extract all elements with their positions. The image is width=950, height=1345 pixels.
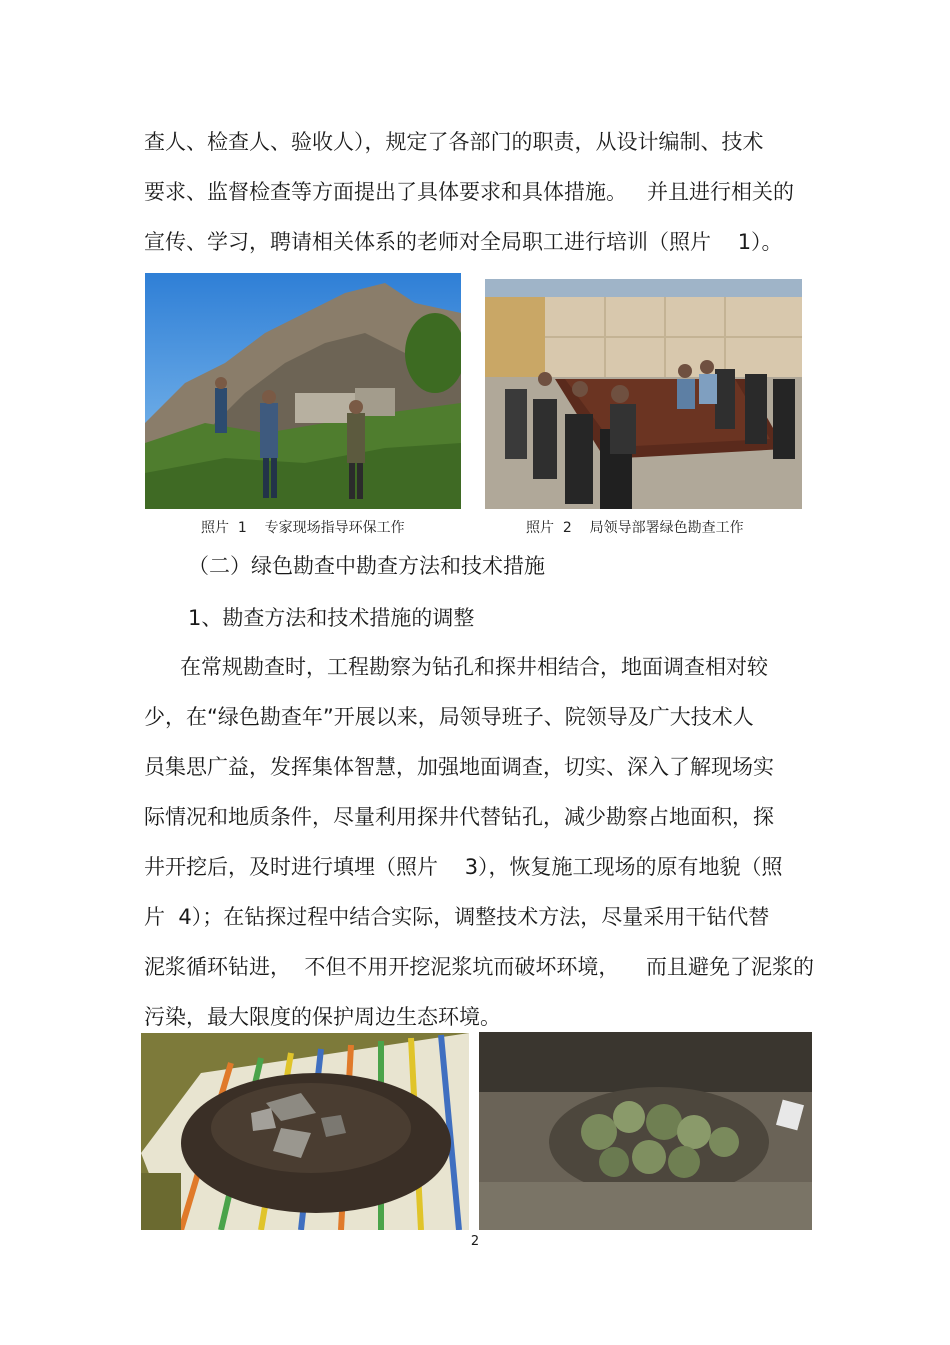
photo-4-restored-landform: [479, 1032, 812, 1230]
text-line: 泥浆循环钻进， 不但不用开挖泥浆坑而破坏环境， 而且避免了泥浆的: [144, 955, 815, 979]
text-line: 污染，最大限度的保护周边生态环境。: [144, 1005, 501, 1029]
photo-2-meeting-room: [485, 279, 802, 509]
photo-2-caption: 照片 2 局领导部署绿色勘查工作: [526, 520, 744, 536]
text-line: 井开挖后，及时进行填埋（照片 3），恢复施工现场的原有地貌（照: [144, 855, 783, 879]
text-line: 宣传、学习，聘请相关体系的老师对全局职工进行培训（照片 1）。: [144, 230, 783, 254]
text-line: 片 4）；在钻探过程中结合实际，调整技术方法，尽量采用干钻代替: [144, 905, 770, 929]
text-line: 员集思广益，发挥集体智慧，加强地面调查，切实、深入了解现场实: [144, 755, 774, 779]
text-line: 要求、监督检查等方面提出了具体要求和具体措施。 并且进行相关的: [144, 180, 795, 204]
text-line: 少，在“绿色勘查年”开展以来，局领导班子、院领导及广大技术人: [144, 705, 754, 729]
text-line: 在常规勘查时，工程勘察为钻孔和探井相结合，地面调查相对较: [180, 655, 768, 679]
photo-3-backfill-soil: [141, 1033, 469, 1230]
section-heading: （二）绿色勘查中勘查方法和技术措施: [188, 554, 545, 578]
subsection-heading: 1、勘查方法和技术措施的调整: [188, 606, 475, 630]
photo-1-expert-field-guidance: [145, 273, 461, 509]
text-line: 际情况和地质条件，尽量利用探井代替钻孔，减少勘察占地面积，探: [144, 805, 774, 829]
text-line: 查人、检查人、验收人），规定了各部门的职责，从设计编制、技术: [144, 130, 764, 154]
page-number: 2: [470, 1234, 480, 1249]
photo-1-caption: 照片 1 专家现场指导环保工作: [201, 520, 405, 536]
